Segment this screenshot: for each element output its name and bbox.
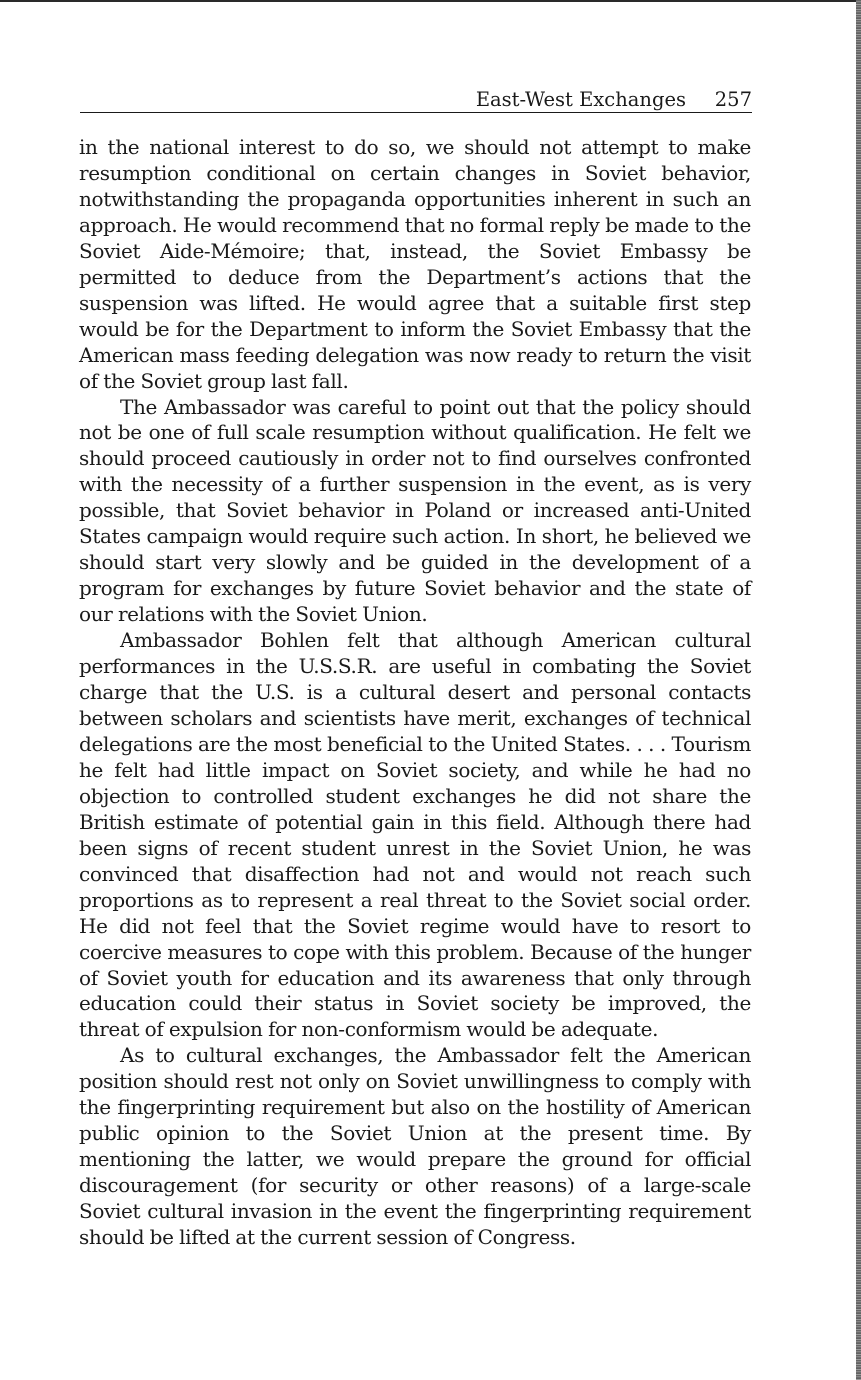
paragraph: Ambassador Bohlen felt that although American cultural performances in the U.S.S.R. are useful in combating the Soviet charge that the U.S. is a cultural desert and personal contacts between scholars and scientists have merit, exchanges of technical delegations are the most beneficial to the United States. . . . Tourism he felt had little impact on Soviet society, and while he had no objection to controlled student exchanges he did not share the British estimate of potential gain in this field. Although there had been signs of recent student unrest in the Soviet Union, he was convinced that disaffection had not and would not reach such proportions as to represent a real threat to the Soviet social order. He did not feel that the Soviet regime would have to resort to coercive measures to cope with this problem. Because of the hunger of Soviet youth for education and its awareness that only through education could their status in Soviet society be improved, the threat of expulsion for non-conformism would be adequate. — [79, 628, 751, 1042]
body-text — [79, 135, 751, 1251]
paragraph: The Ambassador was careful to point out that the policy should not be one of full scale resumption without qualification. He felt we should proceed cautiously in order not to find ourselves confronted with the necessity of a further suspension in the event, as is very possible, that Soviet behavior in Poland or increased anti-United States campaign would require such action. In short, he believed we should start very slowly and be guided in the development of a program for exchanges by future Soviet behavior and the state of our relations with the Soviet Union. — [79, 394, 751, 627]
scan-right-edge — [856, 0, 861, 1380]
paragraph: As to cultural exchanges, the Ambassador felt the American position should rest not only on Soviet unwillingness to comply with the fingerprinting requirement but also on the hostility of American public opinion to the Soviet Union at the present time. By mentioning the latter, we would prepare the ground for official discouragement (for security or other reasons) of a large-scale Soviet cultural invasion in the event the fingerprinting requirement should be lifted at the current session of Congress. — [79, 1043, 751, 1250]
running-title: East-West Exchanges — [475, 88, 686, 111]
scan-top-border — [0, 0, 861, 2]
paragraph-continued: in the national interest to do so, we should not attempt to make resumption conditional on certain changes in Soviet behavior, notwithstanding the propaganda opportunities inherent in such an approach. He would recommend that no formal reply be made to the Soviet Aide-Mémoire; that, instead, the Soviet Embassy be permitted to deduce from the Department’s actions that the suspension was lifted. He would agree that a suitable first step would be for the Department to inform the Soviet Embassy that the American mass feeding delegation was now ready to return the visit of the Soviet group last fall. — [79, 135, 751, 393]
page-number: 257 — [714, 88, 752, 111]
running-head — [80, 88, 752, 113]
